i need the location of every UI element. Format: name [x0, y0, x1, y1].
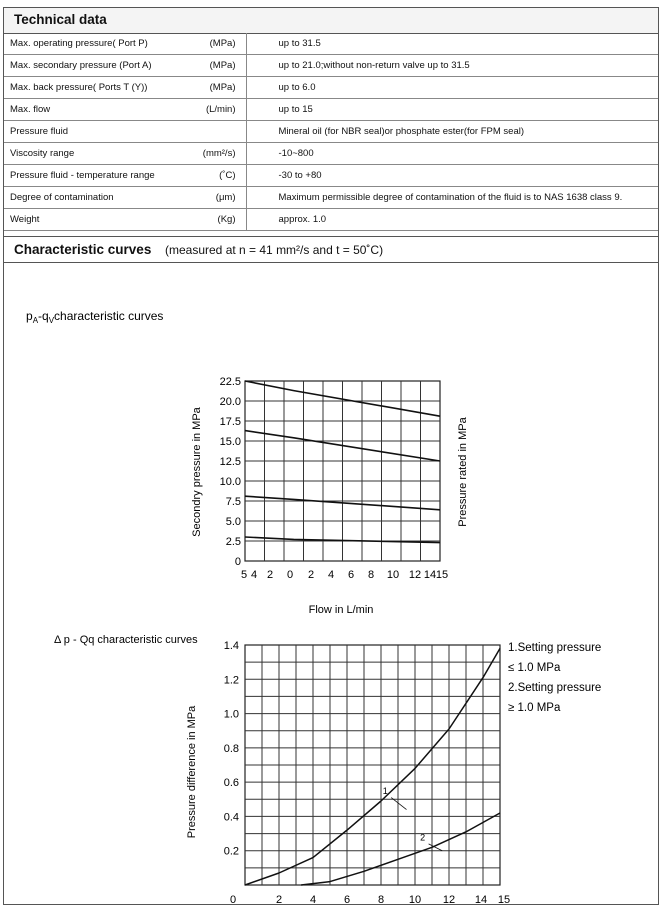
- spec-param-cell: [4, 143, 246, 165]
- characteristic-subtitle: (measured at n = 41 mm²/s and t = 50˚C): [165, 243, 384, 257]
- chart1-y-tick: 5.0: [225, 516, 241, 528]
- chart1-title: $p_A-q_Vcharacteristic$ curves: [26, 309, 164, 325]
- spec-unit: (mm²/s): [202, 148, 236, 159]
- spec-value: -30 to +80: [246, 165, 658, 187]
- chart1-x-tick: 15: [435, 569, 449, 581]
- characteristic-header: [4, 236, 658, 263]
- chart2-legend-2: 2.Setting pressure: [508, 682, 602, 694]
- chart1-y-tick: 17.5: [219, 416, 241, 428]
- chart2-x-tick: 6: [343, 894, 351, 906]
- chart2-y-tick: 1.0: [223, 708, 239, 721]
- chart1-x-tick: 4: [250, 569, 258, 581]
- spec-param-cell: [4, 55, 246, 77]
- chart2-y-tick: 0.6: [223, 777, 239, 790]
- chart1-x-tick: 10: [386, 569, 400, 581]
- spec-value: up to 15: [246, 99, 658, 121]
- chart1-y-tick: 0: [234, 556, 241, 568]
- spec-param: Degree of contamination: [10, 192, 114, 203]
- chart2-x-tick: 2: [275, 894, 283, 906]
- chart2-x-tick: 4: [309, 894, 317, 906]
- chart1-x-tick: 8: [367, 569, 375, 581]
- chart2-ylabel: Pressure difference in MPa: [186, 705, 198, 839]
- spec-unit: (MPa): [209, 60, 236, 71]
- technical-data-header: [4, 8, 658, 34]
- chart1-x-tick: 14: [423, 569, 437, 581]
- chart2-title: Δ p - Qq characteristic curves: [54, 634, 198, 646]
- spec-param: Max. operating pressure( Port P): [10, 38, 148, 49]
- chart1-x-tick: 4: [327, 569, 335, 581]
- spec-param-cell: [4, 165, 246, 187]
- chart2-series-label-1: 1: [382, 786, 388, 797]
- spec-param-cell: [4, 33, 246, 55]
- spec-param-cell: [4, 121, 246, 143]
- chart2-y-tick: 0.8: [223, 742, 239, 755]
- spec-param: Max. secondary pressure (Port A): [10, 60, 152, 71]
- spec-unit: (Kg): [217, 214, 236, 225]
- chart2-y-tick: 0.2: [223, 845, 239, 858]
- characteristic-charts: [4, 262, 658, 912]
- spec-unit: (˚C): [219, 170, 236, 181]
- spec-value: up to 6.0: [246, 77, 658, 99]
- chart2-legend-1b: ≤ 1.0 MPa: [508, 662, 561, 674]
- chart1-y-tick: 20.0: [219, 396, 241, 408]
- spec-value: Maximum permissible degree of contamination of the fluid is to NAS 1638 class 9.: [246, 187, 658, 209]
- chart2-x-tick: 0: [229, 894, 237, 906]
- chart2-legend-1: 1.Setting pressure: [508, 642, 602, 654]
- chart2-x-tick: 12: [442, 894, 456, 906]
- spec-row: [4, 209, 658, 231]
- chart2-legend-2b: ≥ 1.0 MPa: [508, 702, 561, 714]
- chart2-plot: [224, 640, 510, 906]
- spec-param-cell: [4, 77, 246, 99]
- spec-row: [4, 187, 658, 209]
- technical-data-title: Technical data: [14, 12, 107, 27]
- spec-row: [4, 121, 658, 143]
- spec-unit: (MPa): [209, 38, 236, 49]
- spec-param-cell: [4, 209, 246, 231]
- chart2-series-1: [245, 648, 500, 885]
- spec-param-cell: [4, 187, 246, 209]
- spec-param: Weight: [10, 214, 40, 225]
- spec-param-cell: [4, 99, 246, 121]
- technical-data-table: [4, 33, 658, 231]
- chart1-y-tick: 10.0: [219, 476, 241, 488]
- chart1-x-tick: 12: [408, 569, 422, 581]
- chart2-series-label-2: 2: [420, 832, 426, 843]
- chart1-y-tick: 22.5: [219, 376, 241, 388]
- spec-value: -10~800: [246, 143, 658, 165]
- spec-param: Viscosity range: [10, 148, 75, 159]
- chart1-x-tick: 2: [266, 569, 274, 581]
- chart2-y-tick: 1.4: [223, 640, 239, 652]
- spec-value: up to 31.5: [246, 33, 658, 55]
- chart2-y-tick: 0.4: [223, 811, 239, 824]
- chart1-x-tick: 2: [307, 569, 315, 581]
- chart2-x-tick: 10: [408, 894, 422, 906]
- spec-value: up to 21.0;without non-return valve up to 31.5: [246, 55, 658, 77]
- spec-row: [4, 99, 658, 121]
- spec-unit: (MPa): [209, 82, 236, 93]
- spec-value: Mineral oil (for NBR seal)or phosphate ester(for FPM seal): [246, 121, 658, 143]
- spec-row: [4, 143, 658, 165]
- document-frame: [3, 7, 659, 905]
- chart1-y-tick: 15.0: [219, 436, 241, 448]
- spec-param: Max. back pressure( Ports T (Y)): [10, 82, 148, 93]
- spec-param: Pressure fluid: [10, 126, 69, 137]
- chart2-x-tick: 8: [377, 894, 385, 906]
- spec-param: Pressure fluid - temperature range: [10, 170, 155, 181]
- chart1-ylabel-right: Pressure rated in MPa: [457, 417, 469, 527]
- chart2-series-2: [301, 813, 500, 885]
- chart1-y-tick: 2.5: [225, 536, 241, 548]
- chart2-y-tick: 1.2: [223, 674, 239, 687]
- chart2-x-tick: 15: [497, 894, 511, 906]
- characteristic-title: Characteristic curves: [14, 242, 152, 257]
- spec-row: [4, 165, 658, 187]
- chart1-plot: [220, 376, 449, 581]
- spec-value: approx. 1.0: [246, 209, 658, 231]
- chart1-y-tick: 12.5: [219, 456, 241, 468]
- spec-param: Max. flow: [10, 104, 51, 115]
- spec-unit: (L/min): [205, 104, 236, 115]
- chart2-x-tick: 14: [474, 894, 488, 906]
- chart1-ylabel: Secondry pressure in MPa: [191, 407, 203, 537]
- spec-unit: (μm): [215, 192, 236, 203]
- spec-row: [4, 55, 658, 77]
- chart1-x-tick: 0: [286, 569, 294, 581]
- chart1-x-tick: 5: [240, 569, 248, 581]
- spec-row: [4, 33, 658, 55]
- chart1-y-tick: 7.5: [225, 496, 241, 508]
- chart1-x-tick: 6: [347, 569, 355, 581]
- spec-row: [4, 77, 658, 99]
- chart1-xlabel: Flow in L/min: [308, 604, 374, 616]
